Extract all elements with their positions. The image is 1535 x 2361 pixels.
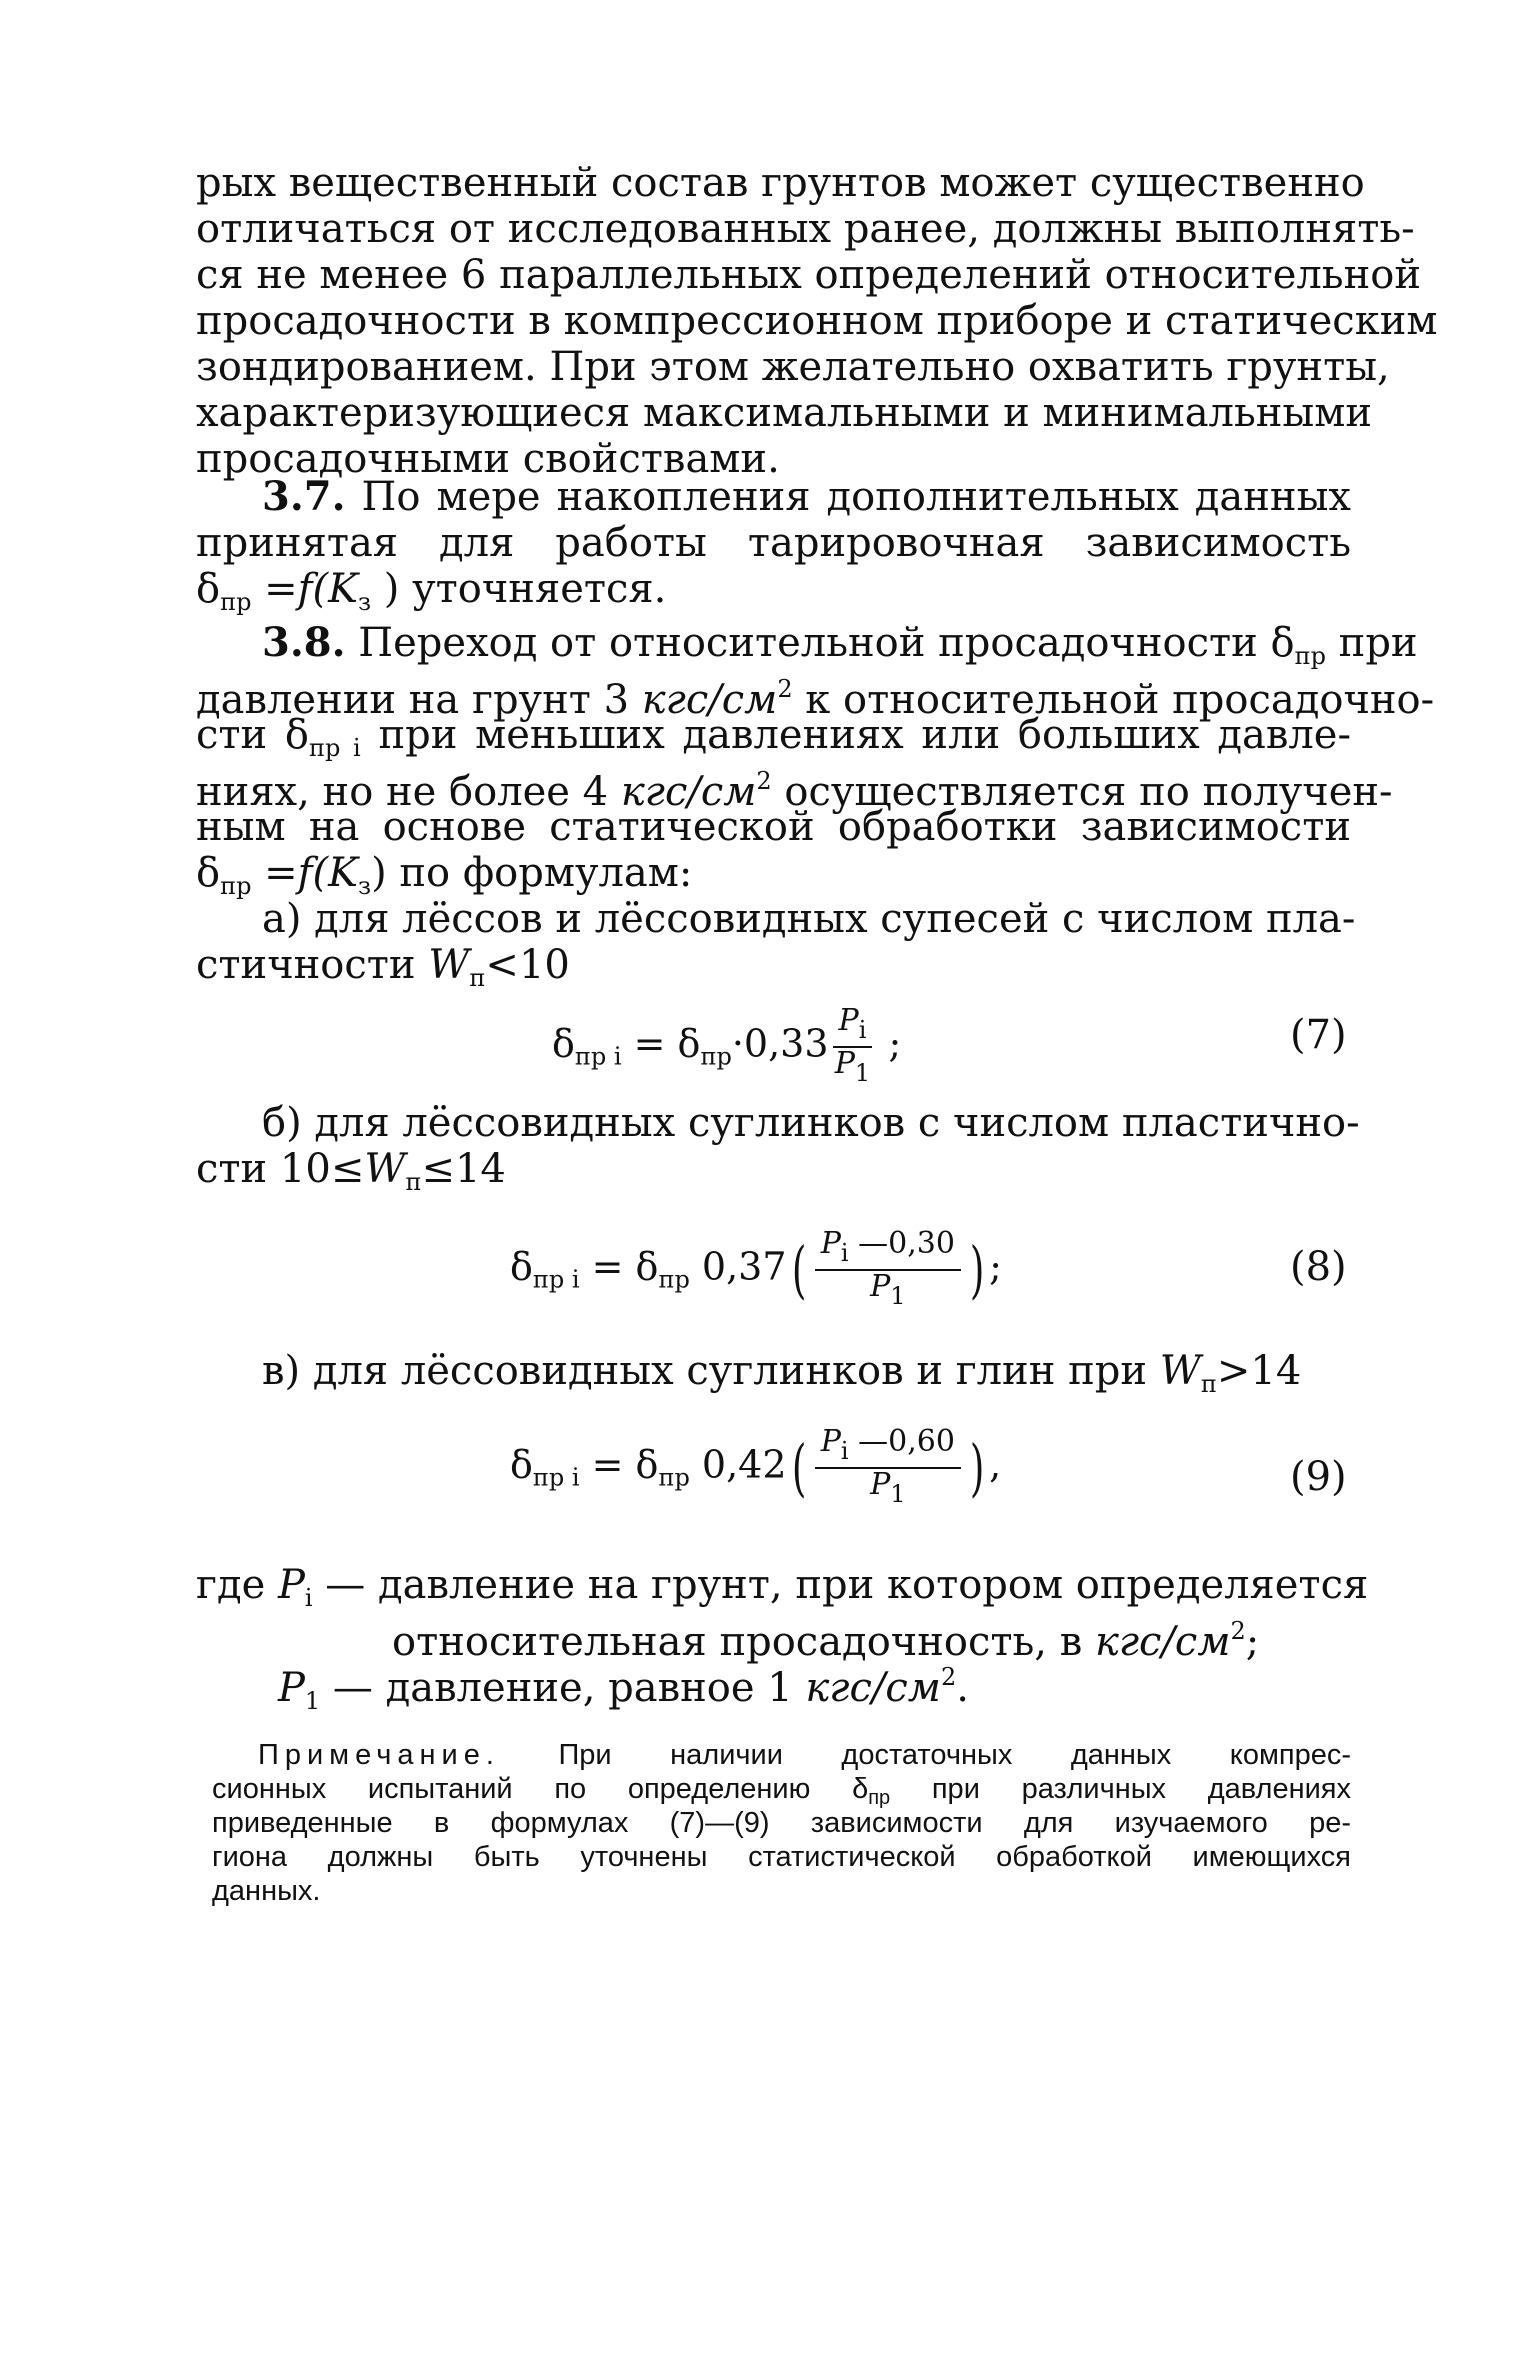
section-3-8-line-2: давлении на грунт 3 кгс/$см^2$ к относительной просадочно- bbox=[196, 675, 1435, 723]
intro-line-7: просадочными свойствами. bbox=[196, 436, 780, 482]
where-line-3: $P_1$ — давление, равное 1 кгс/$см^2$. bbox=[278, 1663, 969, 1715]
formula-7: $\delta_{пр i} = \delta_{пр}\cdot 0,33$ $\frac{P_i}{P_1}$ ; bbox=[552, 1003, 902, 1087]
section-3-7-line-2: принятая для работы тарировочная зависимость bbox=[196, 520, 1351, 566]
section-3-7-number: 3.7. bbox=[262, 473, 346, 520]
section-3-8-line-5: ным на основе статической обработки зависимости bbox=[196, 804, 1351, 850]
formula-8-fraction: $\frac{P_i —0,30}{P_1}$ bbox=[815, 1228, 961, 1312]
case-a-line-2: стичности $W_п<10$ bbox=[196, 942, 570, 992]
section-3-7-line-3: $\delta_{пр} =f(K_з$ ) уточняется. bbox=[196, 566, 667, 616]
section-3-8-number: 3.8. bbox=[262, 619, 346, 666]
intro-line-1: рых вещественный состав грунтов может существенно bbox=[196, 160, 1365, 206]
intro-line-2: отличаться от исследованных ранее, должны выполнять- bbox=[196, 206, 1415, 252]
section-3-8-line-3: сти $\delta_{пр i}$ при меньших давлениях или больших давле- bbox=[196, 712, 1351, 762]
note-line-2: сионных испытаний по определению $\delta_{пр}$ при различных давлениях bbox=[212, 1773, 1352, 1809]
note-line-4: гиона должны быть уточнены статистической обработкой имеющихся bbox=[212, 1841, 1351, 1873]
intro-line-5: зондированием. При этом желательно охватить грунты, bbox=[196, 344, 1390, 390]
intro-line-6: характеризующиеся максимальными и минимальными bbox=[196, 390, 1373, 436]
section-3-8-line-4: ниях, но не более 4 кгс/$см^2$ осуществляется по получен- bbox=[196, 767, 1393, 815]
note-line-5: данных. bbox=[212, 1875, 321, 1907]
case-a-line-1: а) для лёссов и лёссовидных супесей с числом пла- bbox=[262, 896, 1356, 942]
formula-9: $\delta_{пр i} = \delta_{пр}$ 0,42( $\frac{P_i —0,60}{P_1}$ ) , bbox=[510, 1424, 1002, 1508]
formula-7-fraction: $\frac{P_i}{P_1}$ bbox=[833, 1005, 873, 1089]
case-b-line-2: сти $10\le W_п\le 14$ bbox=[196, 1146, 506, 1196]
formula-8-label: (8) bbox=[1290, 1244, 1347, 1290]
formula-9-label: (9) bbox=[1290, 1454, 1347, 1500]
where-line-1: где $P_i$ — давление на грунт, при котором определяется bbox=[196, 1562, 1369, 1612]
case-b-line-1: б) для лёссовидных суглинков с числом пластично- bbox=[262, 1100, 1360, 1146]
section-3-8-line-1: 3.8. Переход от относительной просадочности $\delta_{пр}$ при bbox=[262, 619, 1418, 670]
note-line-3: приведенные в формулах (7)—(9) зависимости для изучаемого ре- bbox=[212, 1807, 1351, 1839]
section-3-8-line-6: $\delta_{пр} =f(K_з)$ по формулам: bbox=[196, 850, 693, 900]
intro-line-4: просадочности в компрессионном приборе и статическим bbox=[196, 298, 1438, 344]
formula-7-label: (7) bbox=[1290, 1012, 1347, 1058]
note-line-1: Примечание. При наличии достаточных данных компрес- bbox=[258, 1739, 1351, 1771]
formula-9-fraction: $\frac{P_i —0,60}{P_1}$ bbox=[815, 1426, 961, 1510]
case-c-line-1: в) для лёссовидных суглинков и глин при $W_п>14$ bbox=[262, 1348, 1302, 1398]
section-3-7-line-1: 3.7. По мере накопления дополнительных данных bbox=[262, 473, 1351, 520]
formula-8: $\delta_{пр i} = \delta_{пр}$ 0,37( $\frac{P_i —0,30}{P_1}$ ) ; bbox=[510, 1226, 1002, 1310]
where-line-2: относительная просадочность, в кгс/$см^2$; bbox=[392, 1617, 1260, 1665]
note-label: Примечание. bbox=[258, 1739, 500, 1771]
intro-line-3: ся не менее 6 параллельных определений относительной bbox=[196, 252, 1421, 298]
